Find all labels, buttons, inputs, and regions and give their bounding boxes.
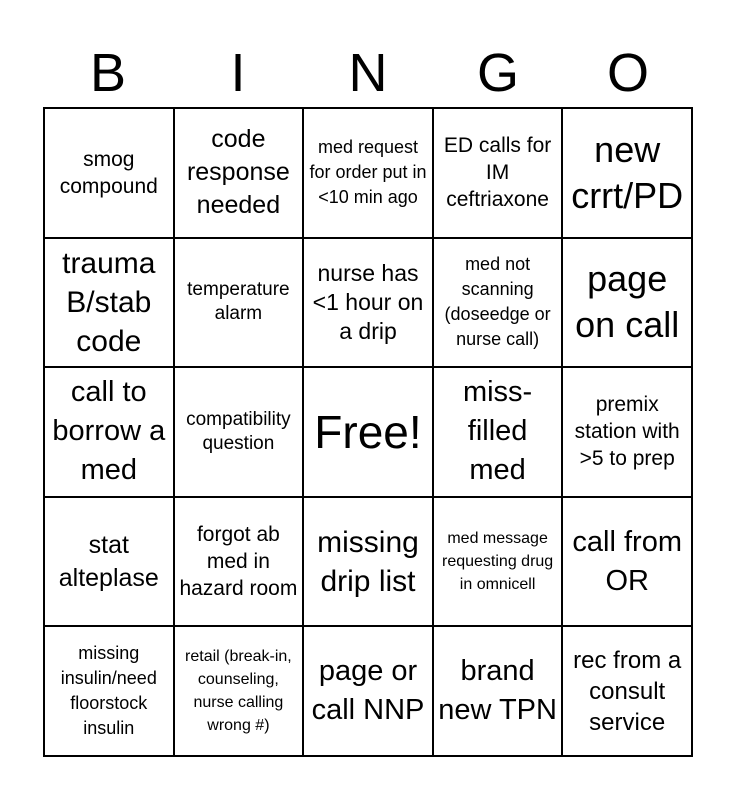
cell-text: stat alteplase xyxy=(58,530,159,592)
cell-text: med message requesting drug in omnicell xyxy=(442,530,554,594)
cell-text: nurse has <1 hour on a drip xyxy=(312,259,424,344)
cell-text: smog compound xyxy=(59,147,158,198)
cell-text: code response needed xyxy=(186,125,290,220)
bingo-cell[interactable] xyxy=(174,626,304,756)
cell-text: retail (break-in, counseling, nurse calling wrong #) xyxy=(185,648,292,735)
bingo-cell[interactable] xyxy=(174,238,304,368)
cell-text: med not scanning (doseedge or nurse call) xyxy=(444,254,551,350)
cell-text: med request for order put in <10 min ago xyxy=(309,137,427,208)
cell-text: new crrt/PD xyxy=(571,128,684,216)
header-letter-o: O xyxy=(606,43,649,103)
bingo-cell[interactable] xyxy=(174,497,304,627)
bingo-cell[interactable] xyxy=(44,108,174,238)
bingo-cell[interactable] xyxy=(44,497,174,627)
bingo-cell[interactable] xyxy=(174,108,304,238)
cell-text: missing drip list xyxy=(317,525,419,598)
bingo-cell[interactable] xyxy=(44,367,174,497)
cell-text: Free! xyxy=(314,405,422,458)
bingo-cell[interactable] xyxy=(44,626,174,756)
cell-text: page on call xyxy=(575,258,680,346)
bingo-cell[interactable] xyxy=(174,367,304,497)
bingo-cell[interactable] xyxy=(303,238,433,368)
bingo-cell[interactable] xyxy=(303,497,433,627)
header-letter-b: B xyxy=(89,43,127,103)
bingo-cell[interactable] xyxy=(433,626,563,756)
bingo-card xyxy=(43,107,693,757)
bingo-cell[interactable] xyxy=(44,238,174,368)
cell-text: temperature alarm xyxy=(187,279,290,325)
bingo-cell[interactable] xyxy=(433,367,563,497)
cell-text: brand new TPN xyxy=(438,655,557,727)
cell-text: miss-filled med xyxy=(462,376,533,487)
bingo-cell[interactable] xyxy=(562,108,692,238)
bingo-cell[interactable] xyxy=(433,238,563,368)
cell-text: trauma B/stab code xyxy=(62,246,156,358)
cell-text: rec from a consult service xyxy=(573,646,682,736)
bingo-cell[interactable] xyxy=(562,238,692,368)
bingo-cell-free[interactable] xyxy=(303,367,433,497)
cell-text: call from OR xyxy=(572,525,682,597)
cell-text: ED calls for IM ceftriaxone xyxy=(443,134,552,212)
bingo-header xyxy=(43,40,693,106)
cell-text: missing insulin/need floorstock insulin xyxy=(60,643,157,739)
cell-text: forgot ab med in hazard room xyxy=(179,523,298,601)
bingo-cell[interactable] xyxy=(303,626,433,756)
bingo-cell[interactable] xyxy=(303,108,433,238)
bingo-cell[interactable] xyxy=(562,626,692,756)
cell-text: call to borrow a med xyxy=(52,376,166,487)
cell-text: page or call NNP xyxy=(311,655,425,727)
header-letter-n: N xyxy=(348,43,388,103)
bingo-cell[interactable] xyxy=(433,108,563,238)
bingo-cell[interactable] xyxy=(433,497,563,627)
cell-text: compatibility question xyxy=(186,408,291,454)
cell-text: premix station with >5 to prep xyxy=(574,393,680,471)
header-letter-i: I xyxy=(230,43,246,103)
bingo-cell[interactable] xyxy=(562,497,692,627)
bingo-cell[interactable] xyxy=(562,367,692,497)
header-letter-g: G xyxy=(476,43,519,103)
